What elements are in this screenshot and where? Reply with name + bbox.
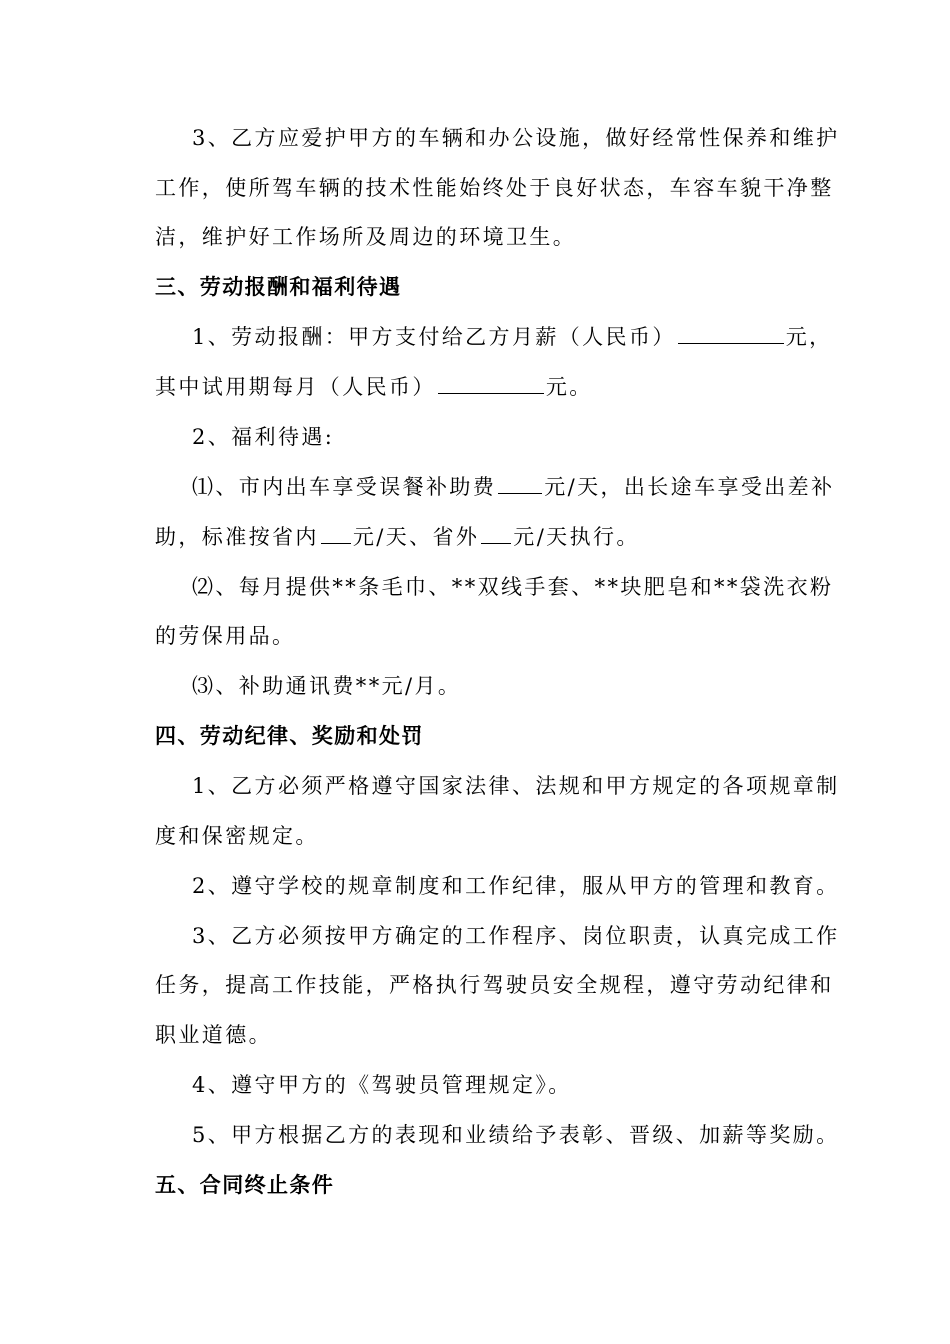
monthly-salary-blank (678, 323, 784, 344)
pay-line1-suffix: 元， (785, 325, 833, 349)
welfare-item2-line1: ⑵、每月提供**条毛巾、**双线手套、**块肥皂和**袋洗衣粉 (192, 575, 834, 599)
discipline-item3-line3: 职业道德。 (155, 1023, 272, 1047)
discipline-item2: 2、遵守学校的规章制度和工作纪律，服从甲方的管理和教育。 (192, 874, 840, 898)
discipline-item1-line1: 1、乙方必须严格遵守国家法律、法规和甲方规定的各项规章制 (192, 774, 840, 798)
probation-salary-blank (438, 373, 544, 394)
pay-line2-suffix: 元。 (545, 375, 593, 399)
section3-heading: 三、劳动报酬和福利待遇 (155, 274, 402, 299)
welfare-title: 2、福利待遇: (192, 425, 335, 449)
welfare-item1-part5: 元/天执行。 (513, 525, 640, 549)
welfare-item1-part4: 元/天、省外 (352, 525, 480, 549)
welfare-item3: ⑶、补助通讯费**元/月。 (192, 674, 462, 698)
welfare-item1-line2 (155, 523, 640, 551)
section5-heading: 五、合同终止条件 (155, 1172, 335, 1197)
clause3-line1: 3、乙方应爱护甲方的车辆和办公设施，做好经常性保养和维护 (192, 126, 840, 150)
in-province-blank (321, 523, 351, 544)
discipline-item1-line2: 度和保密规定。 (155, 824, 319, 848)
discipline-item3-line1: 3、乙方必须按甲方确定的工作程序、岗位职责，认真完成工作 (192, 924, 840, 948)
discipline-item4: 4、遵守甲方的《驾驶员管理规定》。 (192, 1073, 572, 1097)
pay-line1 (192, 323, 833, 351)
pay-line1-prefix: 1、劳动报酬：甲方支付给乙方月薪（人民币） (192, 325, 676, 349)
discipline-item5: 5、甲方根据乙方的表现和业绩给予表彰、晋级、加薪等奖励。 (192, 1123, 840, 1147)
discipline-item3-line2: 任务，提高工作技能，严格执行驾驶员安全规程，遵守劳动纪律和 (155, 973, 834, 997)
welfare-item1-part3: 助，标准按省内 (155, 525, 319, 549)
welfare-item1-line1 (192, 473, 834, 501)
pay-line2-prefix: 其中试用期每月（人民币） (155, 375, 436, 399)
section4-heading: 四、劳动纪律、奖励和处罚 (155, 723, 424, 748)
welfare-item1-part2: 元/天，出长途车享受出差补 (544, 475, 835, 499)
welfare-item2-line2: 的劳保用品。 (155, 624, 296, 648)
pay-line2 (155, 373, 593, 401)
clause3-line3: 洁，维护好工作场所及周边的环境卫生。 (155, 225, 577, 249)
out-province-blank (481, 523, 511, 544)
welfare-item1-part1: ⑴、市内出车享受误餐补助费 (192, 475, 497, 499)
meal-subsidy-blank (498, 473, 542, 494)
clause3-line2: 工作，使所驾车辆的技术性能始终处于良好状态，车容车貌干净整 (155, 176, 834, 200)
